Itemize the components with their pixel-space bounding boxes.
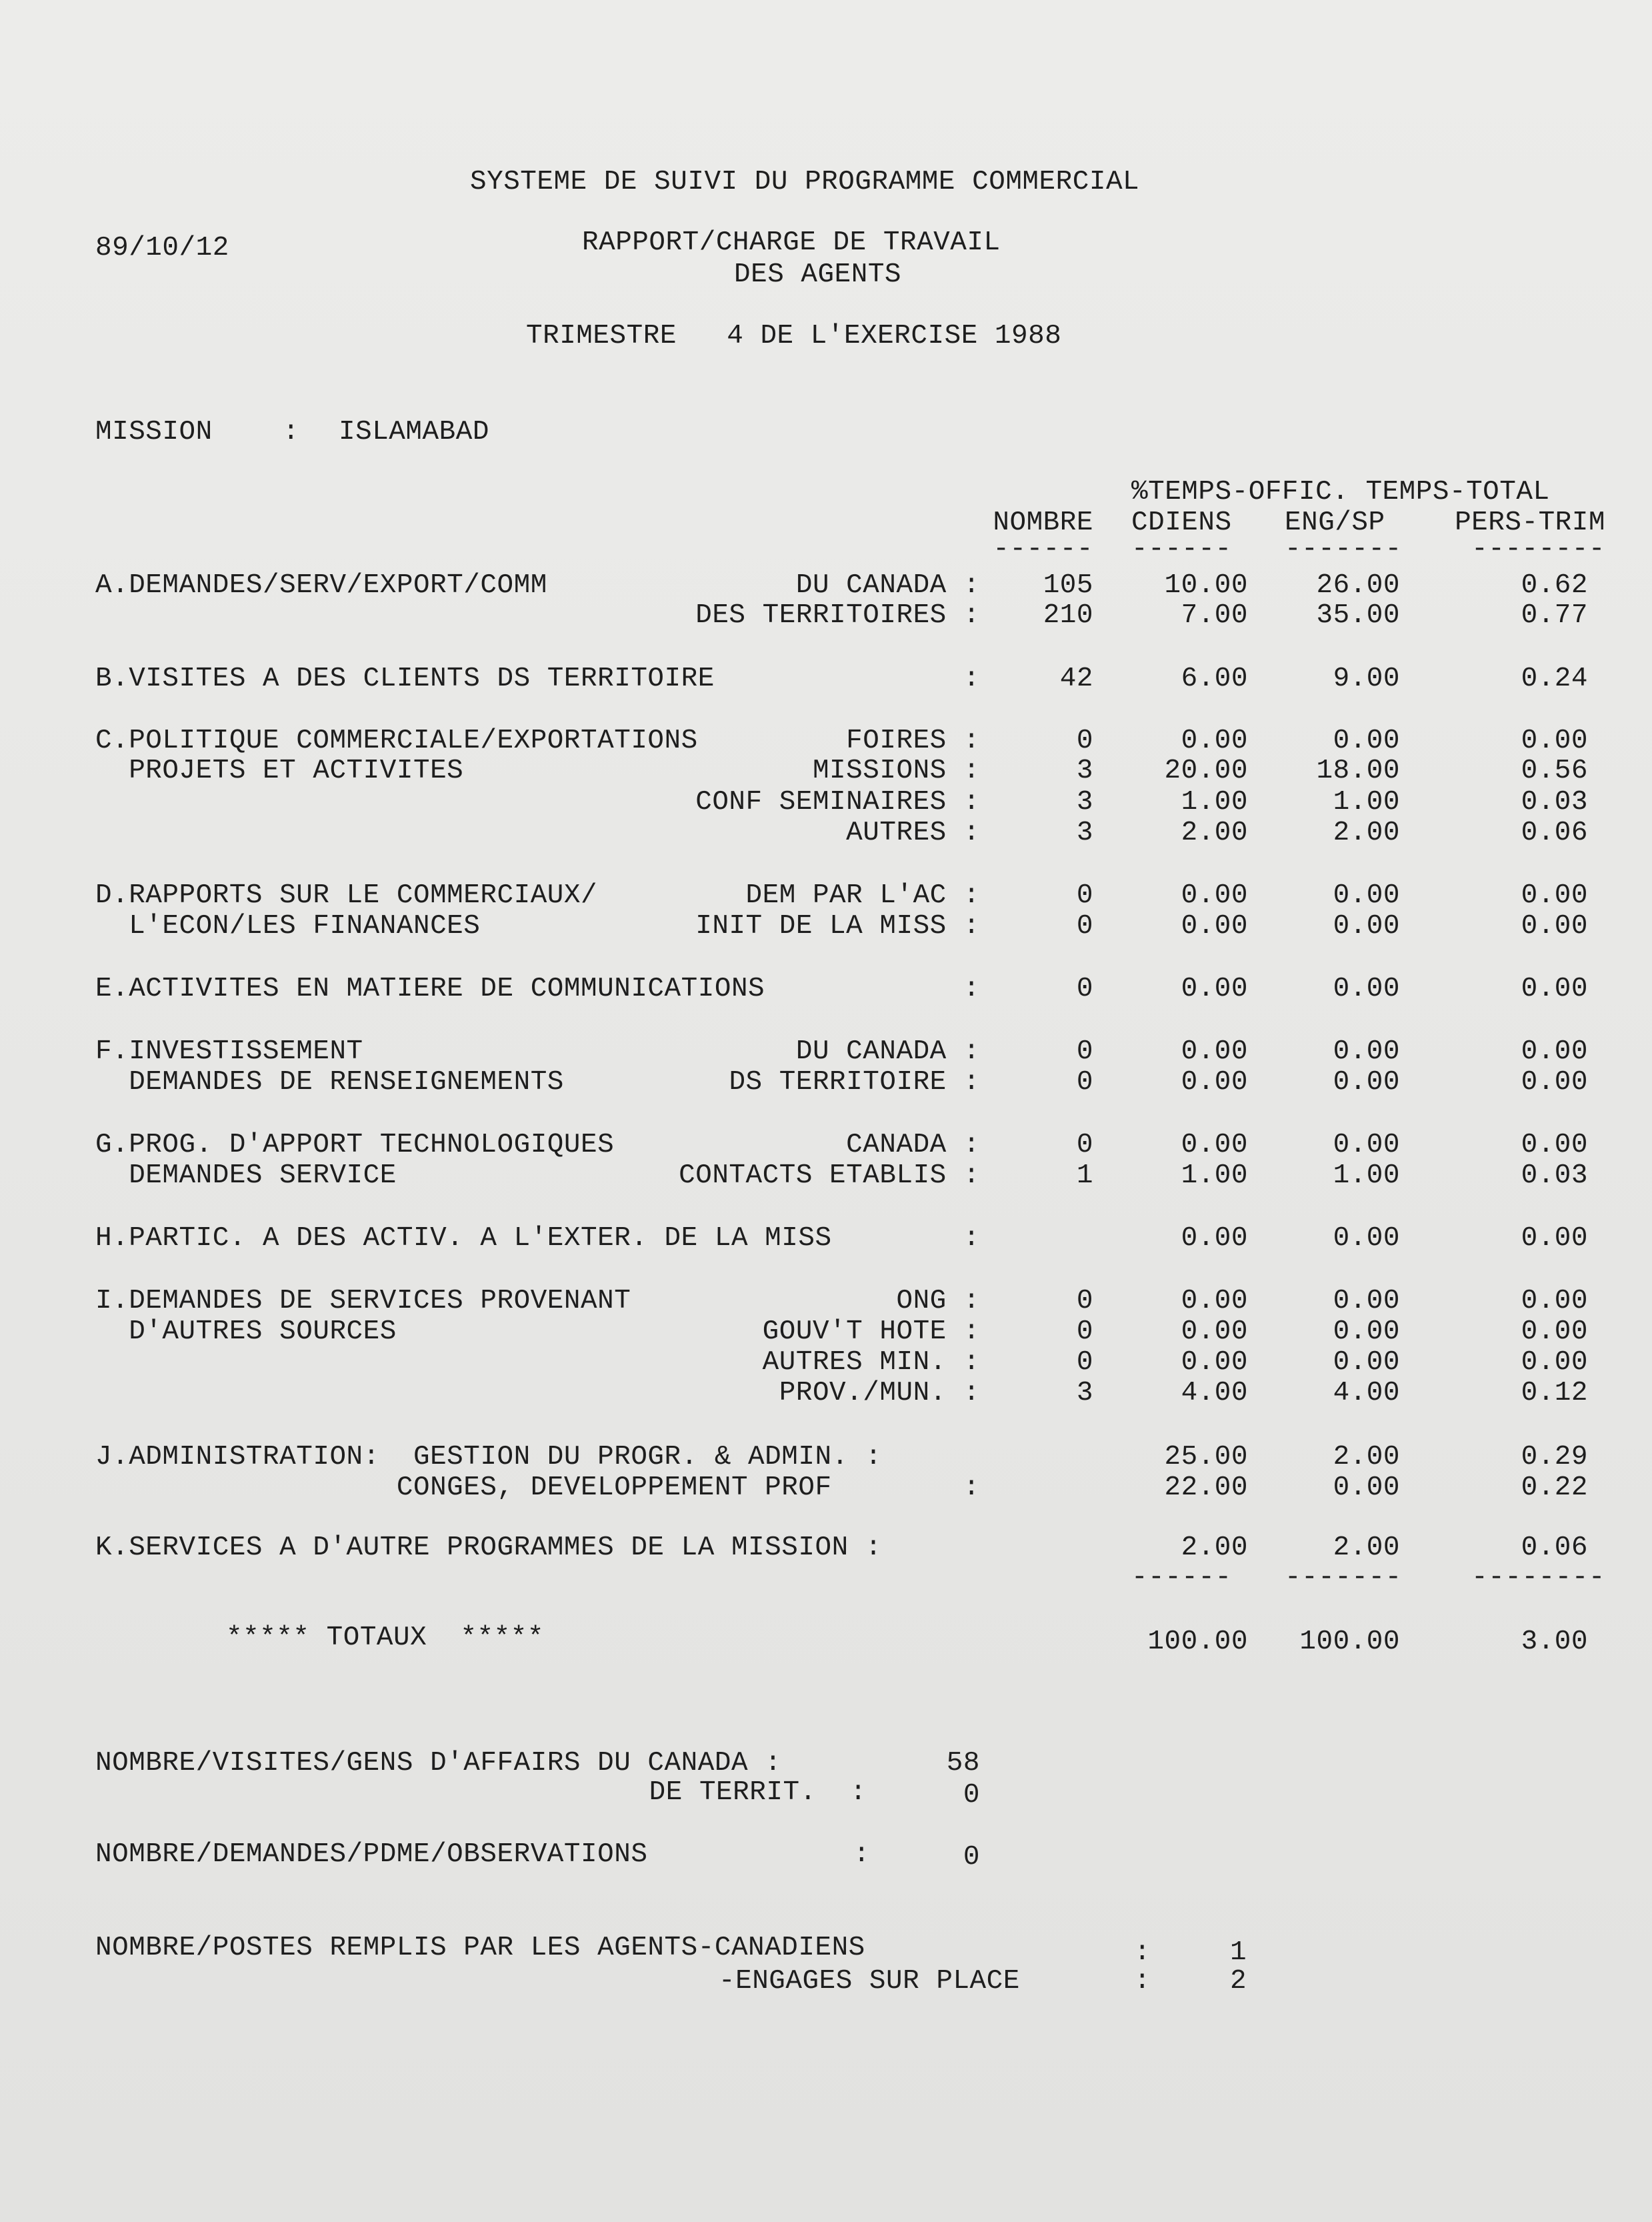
row-cdiens: 4.00 [1181,1378,1248,1408]
row-sublabel: AUTRES MIN. : [762,1347,980,1378]
row-cdiens: 1.00 [1181,1160,1248,1191]
row-cdiens: 25.00 [1164,1442,1248,1472]
row-engsp: 9.00 [1333,664,1400,694]
visites-value: 58 [946,1748,980,1779]
postes-label: NOMBRE/POSTES REMPLIS PAR LES AGENTS-CANADIENS [95,1933,865,1963]
row-cdiens: 22.00 [1164,1472,1248,1503]
row-label: E.ACTIVITES EN MATIERE DE COMMUNICATIONS [95,974,765,1004]
row-total: 0.62 [1521,570,1588,601]
row-label: L'ECON/LES FINANANCES [95,911,481,942]
totals-cdiens: 100.00 [1147,1626,1248,1657]
row-engsp: 0.00 [1333,1223,1400,1254]
row-total: 0.00 [1521,974,1588,1004]
demandes-label: NOMBRE/DEMANDES/PDME/OBSERVATIONS [95,1839,648,1870]
totals-engsp: 100.00 [1299,1626,1400,1657]
row-label: A.DEMANDES/SERV/EXPORT/COMM [95,570,547,601]
row-cdiens: 10.00 [1164,570,1248,601]
row-nombre: 0 [1076,1036,1093,1067]
engages-separator: : [1134,1966,1151,1997]
row-total: 0.06 [1521,818,1588,848]
row-engsp: 2.00 [1333,1442,1400,1472]
row-cdiens: 20.00 [1164,756,1248,786]
territ-label: DE TERRIT. : [649,1777,867,1808]
row-nombre: 42 [1059,664,1093,694]
row-engsp: 26.00 [1316,570,1400,601]
row-engsp: 4.00 [1333,1378,1400,1408]
row-total: 0.77 [1521,600,1588,631]
row-nombre: 0 [1076,726,1093,756]
row-engsp: 35.00 [1316,600,1400,631]
row-label: PROJETS ET ACTIVITES [95,756,464,786]
row-engsp: 0.00 [1333,1067,1400,1098]
system-title: SYSTEME DE SUIVI DU PROGRAMME COMMERCIAL [470,167,1140,197]
row-sublabel: : [963,1472,980,1503]
mission-value: ISLAMABAD [339,417,489,447]
totals-rule-cdiens: ------ [1131,1562,1232,1593]
demandes-value: 0 [963,1842,980,1873]
row-label: D'AUTRES SOURCES [95,1316,397,1347]
engages-value: 2 [1230,1966,1247,1997]
row-sublabel: DU CANADA : [795,1036,980,1067]
row-sublabel: CANADA : [846,1130,980,1160]
row-engsp: 2.00 [1333,1532,1400,1563]
row-total: 0.56 [1521,756,1588,786]
report-date: 89/10/12 [95,233,229,263]
row-total: 0.00 [1521,726,1588,756]
row-label: D.RAPPORTS SUR LE COMMERCIAUX/ [95,880,598,911]
row-total: 0.00 [1521,911,1588,942]
row-label: F.INVESTISSEMENT [95,1036,363,1067]
row-label: DEMANDES SERVICE [95,1160,397,1191]
row-engsp: 0.00 [1333,1316,1400,1347]
report-title-line1: RAPPORT/CHARGE DE TRAVAIL [582,227,1001,258]
postes-value: 1 [1230,1937,1247,1968]
row-label: DEMANDES DE RENSEIGNEMENTS [95,1067,564,1098]
column-header-perstrim: PERS-TRIM [1455,507,1605,538]
row-nombre: 0 [1076,1130,1093,1160]
row-cdiens: 0.00 [1181,1067,1248,1098]
visites-label: NOMBRE/VISITES/GENS D'AFFAIRS DU CANADA : [95,1748,782,1779]
row-nombre: 3 [1076,818,1093,848]
row-engsp: 1.00 [1333,1160,1400,1191]
row-cdiens: 6.00 [1181,664,1248,694]
row-engsp: 0.00 [1333,726,1400,756]
row-cdiens: 0.00 [1181,726,1248,756]
row-total: 0.03 [1521,787,1588,818]
row-nombre: 3 [1076,756,1093,786]
row-nombre: 0 [1076,974,1093,1004]
row-total: 0.03 [1521,1160,1588,1191]
row-engsp: 0.00 [1333,974,1400,1004]
row-sublabel: FOIRES : [846,726,980,756]
row-cdiens: 2.00 [1181,1532,1248,1563]
row-cdiens: 0.00 [1181,974,1248,1004]
row-engsp: 18.00 [1316,756,1400,786]
row-sublabel: PROV./MUN. : [779,1378,980,1408]
row-label: J.ADMINISTRATION: GESTION DU PROGR. & ADMIN. : [95,1442,882,1472]
row-engsp: 0.00 [1333,880,1400,911]
row-label: CONGES, DEVELOPPEMENT PROF [95,1472,832,1503]
totals-rule-engsp: ------- [1285,1562,1402,1593]
row-engsp: 0.00 [1333,1286,1400,1316]
row-engsp: 0.00 [1333,1472,1400,1503]
row-cdiens: 0.00 [1181,1286,1248,1316]
totals-rule-total: -------- [1471,1562,1605,1593]
column-header-temps: %TEMPS-OFFIC. TEMPS-TOTAL [1131,477,1550,507]
row-cdiens: 0.00 [1181,1347,1248,1378]
territ-value: 0 [963,1780,980,1811]
row-label: G.PROG. D'APPORT TECHNOLOGIQUES [95,1130,615,1160]
row-sublabel: AUTRES : [846,818,980,848]
row-total: 0.00 [1521,1130,1588,1160]
row-cdiens: 0.00 [1181,880,1248,911]
row-nombre: 3 [1076,787,1093,818]
row-sublabel: ONG : [896,1286,980,1316]
row-label: C.POLITIQUE COMMERCIALE/EXPORTATIONS [95,726,698,756]
row-total: 0.00 [1521,880,1588,911]
row-cdiens: 2.00 [1181,818,1248,848]
row-cdiens: 0.00 [1181,1130,1248,1160]
row-total: 0.00 [1521,1223,1588,1254]
row-total: 0.00 [1521,1286,1588,1316]
row-total: 0.29 [1521,1442,1588,1472]
row-total: 0.00 [1521,1316,1588,1347]
row-cdiens: 0.00 [1181,1223,1248,1254]
row-sublabel: : [963,974,980,1004]
row-label: K.SERVICES A D'AUTRE PROGRAMMES DE LA MISSION : [95,1532,882,1563]
row-engsp: 0.00 [1333,1036,1400,1067]
column-header-cdiens: CDIENS [1131,507,1232,538]
row-sublabel: DES TERRITOIRES : [695,600,980,631]
row-nombre: 3 [1076,1378,1093,1408]
column-header-nombre: NOMBRE [993,507,1093,538]
row-label: B.VISITES A DES CLIENTS DS TERRITOIRE [95,664,715,694]
row-cdiens: 0.00 [1181,1036,1248,1067]
row-sublabel: DEM PAR L'AC : [745,880,980,911]
row-sublabel: GOUV'T HOTE : [762,1316,980,1347]
row-cdiens: 0.00 [1181,911,1248,942]
postes-separator: : [1134,1937,1151,1968]
row-total: 0.22 [1521,1472,1588,1503]
column-rule-engsp: ------- [1285,534,1402,565]
report-title-line2: DES AGENTS [734,259,902,290]
row-nombre: 0 [1076,880,1093,911]
row-nombre: 0 [1076,911,1093,942]
engages-label: -ENGAGES SUR PLACE [719,1966,1020,1997]
trimestre-line: TRIMESTRE 4 DE L'EXERCISE 1988 [526,321,1062,351]
row-nombre: 0 [1076,1286,1093,1316]
row-total: 0.12 [1521,1378,1588,1408]
row-cdiens: 7.00 [1181,600,1248,631]
row-cdiens: 0.00 [1181,1316,1248,1347]
row-sublabel: MISSIONS : [812,756,980,786]
row-total: 0.00 [1521,1067,1588,1098]
row-nombre: 0 [1076,1316,1093,1347]
demandes-separator: : [853,1839,871,1870]
row-total: 0.00 [1521,1036,1588,1067]
totals-label: ***** TOTAUX ***** [226,1622,544,1653]
mission-separator: : [283,417,300,447]
row-sublabel: CONF SEMINAIRES : [695,787,980,818]
row-engsp: 0.00 [1333,1130,1400,1160]
row-total: 0.06 [1521,1532,1588,1563]
row-sublabel: INIT DE LA MISS : [695,911,980,942]
row-engsp: 0.00 [1333,1347,1400,1378]
row-sublabel: CONTACTS ETABLIS : [679,1160,980,1191]
row-engsp: 0.00 [1333,911,1400,942]
row-total: 0.00 [1521,1347,1588,1378]
column-rule-nombre: ------ [993,534,1093,565]
row-total: 0.24 [1521,664,1588,694]
totals-total: 3.00 [1521,1626,1588,1657]
row-nombre: 1 [1076,1160,1093,1191]
row-sublabel: DU CANADA : [795,570,980,601]
row-label: H.PARTIC. A DES ACTIV. A L'EXTER. DE LA MISS [95,1223,832,1254]
column-rule-perstrim: -------- [1471,534,1605,565]
row-sublabel: : [963,664,980,694]
row-nombre: 0 [1076,1347,1093,1378]
row-sublabel: DS TERRITOIRE : [729,1067,980,1098]
row-label: I.DEMANDES DE SERVICES PROVENANT [95,1286,631,1316]
row-nombre: 0 [1076,1067,1093,1098]
mission-label: MISSION [95,417,213,447]
row-engsp: 2.00 [1333,818,1400,848]
column-header-engsp: ENG/SP [1285,507,1385,538]
column-rule-cdiens: ------ [1131,534,1232,565]
row-cdiens: 1.00 [1181,787,1248,818]
row-nombre: 210 [1043,600,1093,631]
row-engsp: 1.00 [1333,787,1400,818]
row-sublabel: : [963,1223,980,1254]
row-nombre: 105 [1043,570,1093,601]
